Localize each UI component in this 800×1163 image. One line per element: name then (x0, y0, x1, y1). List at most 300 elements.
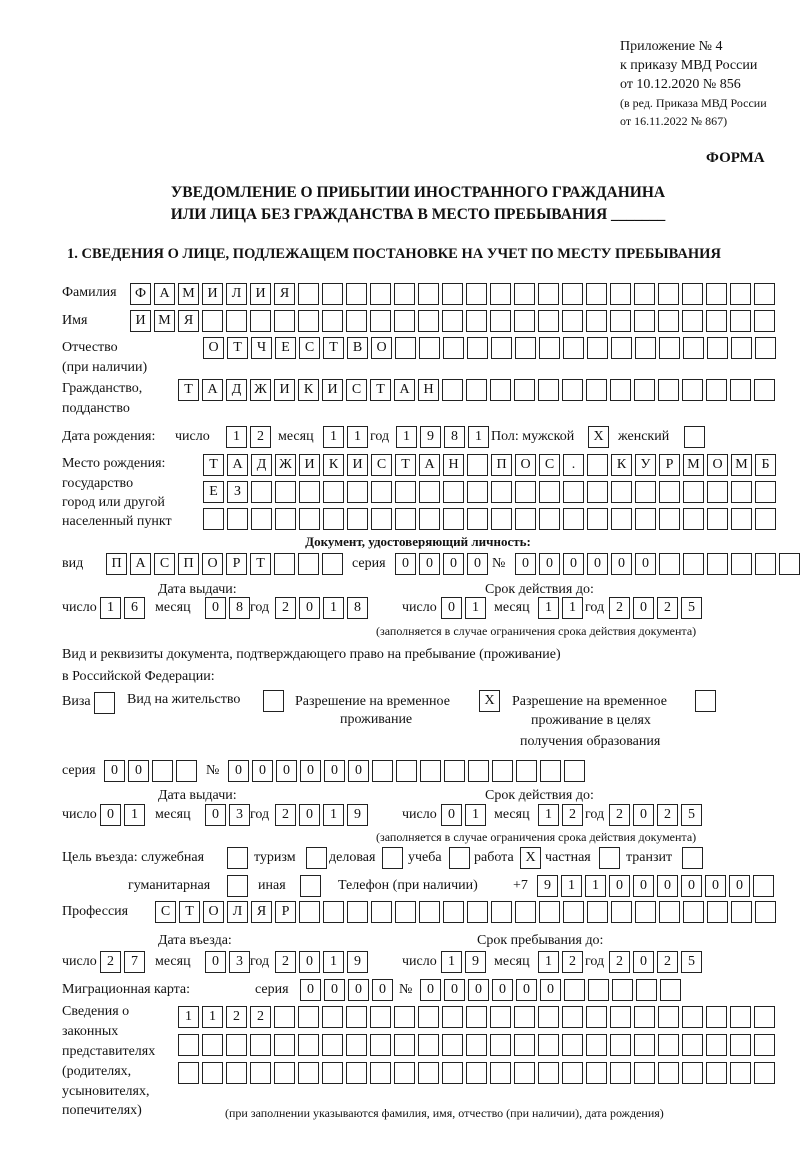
char-cell[interactable]: 0 (635, 553, 656, 575)
char-cell[interactable]: 9 (347, 951, 368, 973)
char-cell[interactable] (298, 1062, 319, 1084)
char-cell[interactable] (275, 481, 296, 503)
char-cell[interactable]: Е (275, 337, 296, 359)
char-cell[interactable] (323, 901, 344, 923)
char-cell[interactable] (587, 481, 608, 503)
char-cell[interactable] (419, 481, 440, 503)
char-cell[interactable] (683, 481, 704, 503)
char-cell[interactable] (490, 1006, 511, 1028)
char-cell[interactable] (610, 1034, 631, 1056)
char-cell[interactable] (658, 1006, 679, 1028)
char-cell[interactable] (755, 553, 776, 575)
char-cell[interactable]: М (683, 454, 704, 476)
char-cell[interactable] (564, 760, 585, 782)
char-cell[interactable] (371, 481, 392, 503)
char-cell[interactable] (466, 379, 487, 401)
char-cell[interactable] (176, 760, 197, 782)
char-cell[interactable]: 9 (465, 951, 486, 973)
char-cell[interactable] (635, 901, 656, 923)
char-cell[interactable] (443, 901, 464, 923)
char-cell[interactable] (682, 847, 703, 869)
char-cell[interactable]: 0 (420, 979, 441, 1001)
char-cell[interactable] (611, 508, 632, 530)
char-cell[interactable]: 3 (229, 951, 250, 973)
char-cell[interactable] (658, 1062, 679, 1084)
char-cell[interactable] (442, 1062, 463, 1084)
char-cell[interactable] (370, 1006, 391, 1028)
char-cell[interactable]: У (635, 454, 656, 476)
char-cell[interactable]: 0 (657, 875, 678, 897)
char-cell[interactable] (634, 310, 655, 332)
char-cell[interactable]: С (539, 454, 560, 476)
char-cell[interactable]: 8 (229, 597, 250, 619)
char-cell[interactable] (634, 283, 655, 305)
char-cell[interactable]: 0 (705, 875, 726, 897)
char-cell[interactable]: 2 (609, 597, 630, 619)
char-cell[interactable]: П (106, 553, 127, 575)
char-cell[interactable] (563, 481, 584, 503)
char-cell[interactable] (394, 1034, 415, 1056)
char-cell[interactable] (490, 1062, 511, 1084)
char-cell[interactable] (731, 553, 752, 575)
char-cell[interactable] (395, 337, 416, 359)
char-cell[interactable] (659, 901, 680, 923)
char-cell[interactable]: Т (323, 337, 344, 359)
char-cell[interactable] (610, 283, 631, 305)
char-cell[interactable] (754, 1062, 775, 1084)
char-cell[interactable] (322, 1006, 343, 1028)
char-cell[interactable] (299, 901, 320, 923)
char-cell[interactable] (467, 454, 488, 476)
char-cell[interactable] (443, 337, 464, 359)
char-cell[interactable]: 2 (562, 804, 583, 826)
char-cell[interactable] (707, 508, 728, 530)
char-cell[interactable] (636, 979, 657, 1001)
char-cell[interactable]: 0 (324, 760, 345, 782)
char-cell[interactable]: Т (203, 454, 224, 476)
char-cell[interactable]: X (520, 847, 541, 869)
char-cell[interactable] (706, 1006, 727, 1028)
char-cell[interactable] (659, 553, 680, 575)
char-cell[interactable]: И (274, 379, 295, 401)
char-cell[interactable]: Б (755, 454, 776, 476)
char-cell[interactable] (754, 310, 775, 332)
char-cell[interactable] (466, 283, 487, 305)
char-cell[interactable] (443, 481, 464, 503)
char-cell[interactable] (274, 1034, 295, 1056)
char-cell[interactable] (490, 1034, 511, 1056)
char-cell[interactable]: Н (443, 454, 464, 476)
char-cell[interactable]: Д (226, 379, 247, 401)
char-cell[interactable] (382, 847, 403, 869)
char-cell[interactable] (515, 481, 536, 503)
char-cell[interactable] (754, 379, 775, 401)
char-cell[interactable] (635, 508, 656, 530)
char-cell[interactable] (466, 1034, 487, 1056)
char-cell[interactable]: 7 (124, 951, 145, 973)
char-cell[interactable] (370, 310, 391, 332)
char-cell[interactable]: С (154, 553, 175, 575)
char-cell[interactable]: 1 (465, 804, 486, 826)
char-cell[interactable] (514, 379, 535, 401)
char-cell[interactable]: С (371, 454, 392, 476)
char-cell[interactable]: 2 (657, 804, 678, 826)
char-cell[interactable] (346, 1006, 367, 1028)
char-cell[interactable] (635, 337, 656, 359)
char-cell[interactable] (612, 979, 633, 1001)
char-cell[interactable] (659, 481, 680, 503)
char-cell[interactable]: Т (250, 553, 271, 575)
char-cell[interactable] (370, 283, 391, 305)
char-cell[interactable] (562, 310, 583, 332)
char-cell[interactable] (539, 901, 560, 923)
char-cell[interactable]: X (479, 690, 500, 712)
char-cell[interactable] (490, 310, 511, 332)
char-cell[interactable]: Ф (130, 283, 151, 305)
char-cell[interactable] (730, 283, 751, 305)
char-cell[interactable] (562, 379, 583, 401)
char-cell[interactable]: 0 (540, 979, 561, 1001)
char-cell[interactable] (586, 1034, 607, 1056)
char-cell[interactable]: 2 (657, 951, 678, 973)
char-cell[interactable]: 0 (444, 979, 465, 1001)
char-cell[interactable] (491, 901, 512, 923)
char-cell[interactable]: И (202, 283, 223, 305)
char-cell[interactable] (178, 1034, 199, 1056)
char-cell[interactable]: 0 (372, 979, 393, 1001)
char-cell[interactable]: 0 (516, 979, 537, 1001)
char-cell[interactable]: М (178, 283, 199, 305)
char-cell[interactable]: Р (275, 901, 296, 923)
char-cell[interactable]: А (227, 454, 248, 476)
char-cell[interactable] (563, 337, 584, 359)
char-cell[interactable] (563, 901, 584, 923)
char-cell[interactable] (442, 379, 463, 401)
char-cell[interactable] (755, 337, 776, 359)
char-cell[interactable]: О (515, 454, 536, 476)
char-cell[interactable]: К (298, 379, 319, 401)
char-cell[interactable]: Ж (275, 454, 296, 476)
char-cell[interactable] (467, 901, 488, 923)
char-cell[interactable]: 0 (100, 804, 121, 826)
char-cell[interactable]: 0 (611, 553, 632, 575)
char-cell[interactable] (514, 310, 535, 332)
char-cell[interactable]: 1 (323, 804, 344, 826)
char-cell[interactable] (466, 1062, 487, 1084)
char-cell[interactable] (539, 481, 560, 503)
char-cell[interactable]: 0 (563, 553, 584, 575)
char-cell[interactable]: 9 (537, 875, 558, 897)
char-cell[interactable] (586, 283, 607, 305)
char-cell[interactable] (682, 1034, 703, 1056)
char-cell[interactable] (418, 310, 439, 332)
char-cell[interactable] (275, 508, 296, 530)
char-cell[interactable] (730, 1062, 751, 1084)
char-cell[interactable]: 2 (562, 951, 583, 973)
char-cell[interactable]: Т (227, 337, 248, 359)
char-cell[interactable] (658, 283, 679, 305)
char-cell[interactable] (538, 1062, 559, 1084)
char-cell[interactable]: 0 (205, 597, 226, 619)
char-cell[interactable]: 8 (444, 426, 465, 448)
char-cell[interactable]: 0 (515, 553, 536, 575)
char-cell[interactable] (658, 379, 679, 401)
char-cell[interactable] (394, 310, 415, 332)
char-cell[interactable] (695, 690, 716, 712)
char-cell[interactable]: Т (178, 379, 199, 401)
char-cell[interactable] (263, 690, 284, 712)
char-cell[interactable] (538, 1034, 559, 1056)
char-cell[interactable]: 2 (275, 951, 296, 973)
char-cell[interactable] (515, 508, 536, 530)
char-cell[interactable] (226, 310, 247, 332)
char-cell[interactable] (683, 508, 704, 530)
char-cell[interactable] (298, 1006, 319, 1028)
char-cell[interactable]: 0 (468, 979, 489, 1001)
char-cell[interactable] (323, 508, 344, 530)
char-cell[interactable]: 1 (202, 1006, 223, 1028)
char-cell[interactable] (514, 1034, 535, 1056)
char-cell[interactable] (634, 379, 655, 401)
char-cell[interactable]: Д (251, 454, 272, 476)
char-cell[interactable] (346, 283, 367, 305)
char-cell[interactable] (755, 901, 776, 923)
char-cell[interactable] (347, 481, 368, 503)
char-cell[interactable]: В (347, 337, 368, 359)
char-cell[interactable]: 1 (441, 951, 462, 973)
char-cell[interactable] (707, 337, 728, 359)
char-cell[interactable]: 0 (228, 760, 249, 782)
char-cell[interactable]: О (707, 454, 728, 476)
char-cell[interactable]: О (203, 901, 224, 923)
char-cell[interactable] (250, 1062, 271, 1084)
char-cell[interactable] (610, 379, 631, 401)
char-cell[interactable] (706, 379, 727, 401)
char-cell[interactable]: . (563, 454, 584, 476)
char-cell[interactable] (659, 337, 680, 359)
char-cell[interactable]: К (323, 454, 344, 476)
char-cell[interactable] (492, 760, 513, 782)
char-cell[interactable] (274, 310, 295, 332)
char-cell[interactable]: 1 (561, 875, 582, 897)
char-cell[interactable] (683, 553, 704, 575)
char-cell[interactable] (394, 283, 415, 305)
char-cell[interactable]: 0 (104, 760, 125, 782)
char-cell[interactable] (347, 508, 368, 530)
char-cell[interactable] (370, 1034, 391, 1056)
char-cell[interactable] (755, 481, 776, 503)
char-cell[interactable] (587, 454, 608, 476)
char-cell[interactable]: 0 (348, 979, 369, 1001)
char-cell[interactable] (371, 508, 392, 530)
char-cell[interactable] (660, 979, 681, 1001)
char-cell[interactable] (442, 310, 463, 332)
char-cell[interactable]: А (394, 379, 415, 401)
char-cell[interactable]: 1 (538, 951, 559, 973)
char-cell[interactable]: 2 (250, 1006, 271, 1028)
char-cell[interactable] (323, 481, 344, 503)
char-cell[interactable] (227, 875, 248, 897)
char-cell[interactable] (418, 1034, 439, 1056)
char-cell[interactable]: 1 (562, 597, 583, 619)
char-cell[interactable]: Л (226, 283, 247, 305)
char-cell[interactable]: 0 (324, 979, 345, 1001)
char-cell[interactable] (419, 508, 440, 530)
char-cell[interactable] (226, 1062, 247, 1084)
char-cell[interactable] (395, 481, 416, 503)
char-cell[interactable]: 1 (124, 804, 145, 826)
char-cell[interactable]: 1 (585, 875, 606, 897)
char-cell[interactable] (684, 426, 705, 448)
char-cell[interactable] (322, 310, 343, 332)
char-cell[interactable] (300, 875, 321, 897)
char-cell[interactable] (586, 310, 607, 332)
char-cell[interactable] (586, 1062, 607, 1084)
char-cell[interactable] (346, 1034, 367, 1056)
char-cell[interactable] (250, 1034, 271, 1056)
char-cell[interactable] (706, 310, 727, 332)
char-cell[interactable]: 0 (205, 951, 226, 973)
char-cell[interactable]: Т (395, 454, 416, 476)
char-cell[interactable] (587, 508, 608, 530)
char-cell[interactable]: 0 (395, 553, 416, 575)
char-cell[interactable] (755, 508, 776, 530)
char-cell[interactable] (490, 283, 511, 305)
char-cell[interactable]: П (491, 454, 512, 476)
char-cell[interactable] (634, 1034, 655, 1056)
char-cell[interactable] (306, 847, 327, 869)
char-cell[interactable] (586, 379, 607, 401)
char-cell[interactable] (706, 1034, 727, 1056)
char-cell[interactable] (491, 481, 512, 503)
char-cell[interactable] (611, 901, 632, 923)
char-cell[interactable]: 2 (275, 804, 296, 826)
char-cell[interactable]: З (227, 481, 248, 503)
char-cell[interactable] (420, 760, 441, 782)
char-cell[interactable] (152, 760, 173, 782)
char-cell[interactable]: 1 (538, 804, 559, 826)
char-cell[interactable] (442, 1034, 463, 1056)
char-cell[interactable] (394, 1062, 415, 1084)
char-cell[interactable] (587, 337, 608, 359)
char-cell[interactable]: А (419, 454, 440, 476)
char-cell[interactable] (322, 1062, 343, 1084)
char-cell[interactable]: 0 (492, 979, 513, 1001)
char-cell[interactable]: М (731, 454, 752, 476)
char-cell[interactable] (683, 901, 704, 923)
char-cell[interactable]: Ч (251, 337, 272, 359)
char-cell[interactable] (659, 508, 680, 530)
char-cell[interactable] (563, 508, 584, 530)
char-cell[interactable]: 0 (205, 804, 226, 826)
char-cell[interactable] (322, 283, 343, 305)
char-cell[interactable] (610, 1006, 631, 1028)
char-cell[interactable] (731, 508, 752, 530)
char-cell[interactable]: 0 (609, 875, 630, 897)
char-cell[interactable] (443, 508, 464, 530)
char-cell[interactable] (298, 1034, 319, 1056)
char-cell[interactable] (540, 760, 561, 782)
char-cell[interactable] (707, 901, 728, 923)
char-cell[interactable]: К (611, 454, 632, 476)
char-cell[interactable] (298, 310, 319, 332)
char-cell[interactable] (467, 337, 488, 359)
char-cell[interactable] (491, 337, 512, 359)
char-cell[interactable]: А (130, 553, 151, 575)
char-cell[interactable] (251, 508, 272, 530)
char-cell[interactable] (682, 283, 703, 305)
char-cell[interactable] (779, 553, 800, 575)
char-cell[interactable] (731, 481, 752, 503)
char-cell[interactable] (538, 1006, 559, 1028)
char-cell[interactable] (634, 1006, 655, 1028)
char-cell[interactable] (754, 1006, 775, 1028)
char-cell[interactable]: 0 (633, 875, 654, 897)
char-cell[interactable]: 1 (100, 597, 121, 619)
char-cell[interactable]: 0 (300, 979, 321, 1001)
char-cell[interactable] (611, 481, 632, 503)
char-cell[interactable]: 0 (276, 760, 297, 782)
char-cell[interactable] (599, 847, 620, 869)
char-cell[interactable] (682, 1062, 703, 1084)
char-cell[interactable] (514, 1062, 535, 1084)
char-cell[interactable]: 0 (299, 597, 320, 619)
char-cell[interactable]: 9 (347, 804, 368, 826)
char-cell[interactable]: 5 (681, 597, 702, 619)
char-cell[interactable] (588, 979, 609, 1001)
char-cell[interactable] (322, 1034, 343, 1056)
char-cell[interactable]: 5 (681, 804, 702, 826)
char-cell[interactable]: 3 (229, 804, 250, 826)
char-cell[interactable] (753, 875, 774, 897)
char-cell[interactable]: 0 (300, 760, 321, 782)
char-cell[interactable] (371, 901, 392, 923)
char-cell[interactable]: 0 (443, 553, 464, 575)
char-cell[interactable] (731, 901, 752, 923)
char-cell[interactable]: Е (203, 481, 224, 503)
char-cell[interactable] (467, 481, 488, 503)
char-cell[interactable] (586, 1006, 607, 1028)
char-cell[interactable] (658, 1034, 679, 1056)
char-cell[interactable]: 2 (609, 951, 630, 973)
char-cell[interactable] (538, 283, 559, 305)
char-cell[interactable] (467, 508, 488, 530)
char-cell[interactable]: 0 (441, 804, 462, 826)
char-cell[interactable] (706, 1062, 727, 1084)
char-cell[interactable]: Л (227, 901, 248, 923)
char-cell[interactable] (562, 1034, 583, 1056)
char-cell[interactable]: 9 (420, 426, 441, 448)
char-cell[interactable]: 0 (681, 875, 702, 897)
char-cell[interactable] (298, 553, 319, 575)
char-cell[interactable] (490, 379, 511, 401)
char-cell[interactable]: 2 (226, 1006, 247, 1028)
char-cell[interactable]: 0 (467, 553, 488, 575)
char-cell[interactable] (202, 310, 223, 332)
char-cell[interactable] (202, 1062, 223, 1084)
char-cell[interactable] (707, 481, 728, 503)
char-cell[interactable]: П (178, 553, 199, 575)
char-cell[interactable] (418, 1062, 439, 1084)
char-cell[interactable]: Я (251, 901, 272, 923)
char-cell[interactable] (562, 1062, 583, 1084)
char-cell[interactable] (730, 1006, 751, 1028)
char-cell[interactable]: 8 (347, 597, 368, 619)
char-cell[interactable]: 2 (275, 597, 296, 619)
char-cell[interactable]: 0 (539, 553, 560, 575)
char-cell[interactable]: Ж (250, 379, 271, 401)
char-cell[interactable]: 6 (124, 597, 145, 619)
